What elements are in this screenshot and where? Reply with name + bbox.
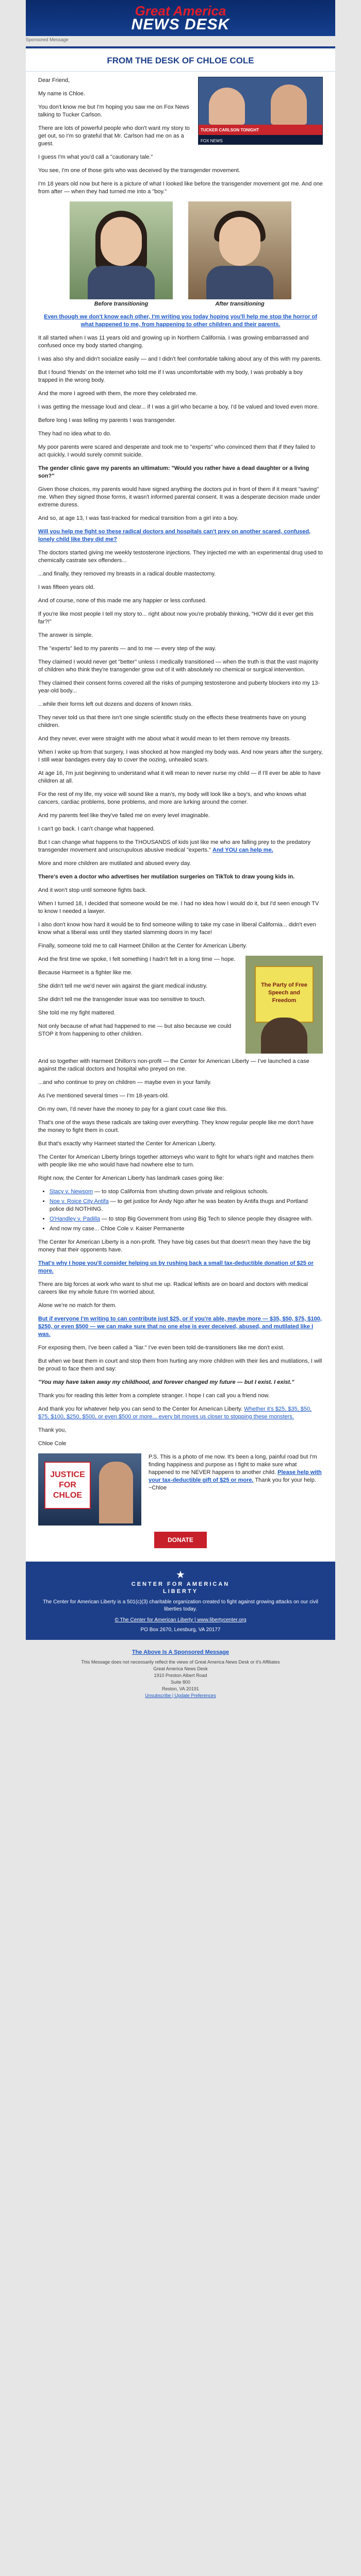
- list-item: [50, 1198, 323, 1213]
- case-list: [38, 1188, 323, 1233]
- person-silhouette: [99, 1462, 133, 1523]
- paragraph: ...and finally, they removed my breasts in a radical double mastectomy.: [38, 571, 216, 577]
- case-link[interactable]: Stacy v. Newsom: [50, 1189, 93, 1195]
- paragraph: For the rest of my life, my voice will sound like a man's, my body will look like a boy's, and who knows what cancers, cardiac problems, bone problems, and more are lurking around the corner.: [38, 791, 306, 805]
- list-item: [50, 1188, 323, 1196]
- paragraph: At age 16, I'm just beginning to understand what it will mean to never nurse my child — if I'll ever be able to have children at all.: [38, 770, 321, 784]
- paragraph: If you're like most people I tell my story to... right about now you're probably thinking, "HOW did it ever get this far?!": [38, 611, 314, 625]
- paragraph: More and more children are mutilated and abused every day.: [38, 860, 191, 867]
- paragraph: And they never, ever were straight with me about what it would mean to let them remove my breasts.: [38, 736, 291, 742]
- donate-button[interactable]: DONATE: [154, 1532, 207, 1548]
- cta-link-5[interactable]: But if everyone I'm writing to can contribute just $25, or if you're able, maybe more — $35, $50, $75, $100, $250, or even $500 — we can make sure that no one else is ever deceived, abused, and mutilated like I was.: [38, 1316, 322, 1337]
- paragraph: My poor parents were scared and desperate and took me to "experts" who convinced them that if they failed to act quickly, I would surely commit suicide.: [38, 444, 316, 458]
- tv-footer: FOX NEWS: [199, 135, 322, 144]
- person-silhouette: [209, 88, 245, 125]
- before-photo: [70, 201, 173, 299]
- paragraph: On my own, I'd never have the money to pay for a giant court case like this.: [38, 1106, 227, 1112]
- star-icon: ★: [176, 1569, 185, 1581]
- footer-description: The Center for American Liberty is a 501(c)(3) charitable organization created to fight against growing attacks on our civil liberties today.: [43, 1599, 318, 1612]
- paragraph: It all started when I was 11 years old and growing up in Northern California. I was growing embarrassed and confused once my body started changing.: [38, 335, 309, 349]
- paragraph-bold: The gender clinic gave my parents an ultimatum: "Would you rather have a dead daughter or a living son?": [38, 465, 309, 479]
- paragraph: I guess I'm what you'd call a "cautionary tale.": [38, 154, 153, 160]
- paragraph: They claimed I would never get "better" unless I medically transitioned — when the truth is that the vast majority of children who think they're transgender grow out of it with absolutely no chemical or surgical intervention.: [38, 659, 319, 673]
- tv-interview-image: [198, 77, 323, 145]
- paragraph: ...and who continue to prey on children — maybe even in your family.: [38, 1079, 212, 1086]
- cta-link-3[interactable]: And YOU can help me.: [212, 847, 273, 853]
- logo-line2: LIBERTY: [162, 1588, 199, 1595]
- paragraph: Finally, someone told me to call Harmeet Dhillon at the Center for American Liberty.: [38, 943, 247, 949]
- paragraph: Thank you for reading this letter from a complete stranger. I hope I can call you a friend now.: [38, 1393, 270, 1399]
- paragraph: That's one of the ways these radicals are taking over everything. They know regular people like me don't have the money to fight them in court.: [38, 1120, 314, 1133]
- paragraph: Before long I was telling my parents I was transgender.: [38, 417, 176, 423]
- tv-banner: TUCKER CARLSON TONIGHT: [199, 125, 322, 135]
- case-desc: — to stop California from shutting down private and religious schools.: [93, 1189, 269, 1195]
- paragraph: You see, I'm one of those girls who was deceived by the transgender movement.: [38, 167, 240, 174]
- unsubscribe-link[interactable]: Unsubscribe | Update Preferences: [145, 1693, 216, 1698]
- case-desc: And now my case... Chloe Cole v. Kaiser Permanente: [50, 1226, 185, 1232]
- paragraph: And the more I agreed with them, the more they celebrated me.: [38, 391, 198, 397]
- before-after-photos: [38, 201, 323, 299]
- paragraph: And so, at age 13, I was fast-tracked for medical transition from a girl into a boy.: [38, 515, 239, 521]
- paragraph: Right now, the Center for American Liberty has landmark cases going like:: [38, 1175, 224, 1181]
- rally-sign: The Party of Free Speech and Freedom: [255, 966, 314, 1023]
- person-silhouette: [261, 1018, 307, 1054]
- paragraph-text: But I can change what happens to the THOUSANDS of kids just like me who are falling prey to the predatory transgender movement and unscrupulous abusive medical "experts.": [38, 839, 311, 853]
- ps-section: [38, 1453, 323, 1526]
- paragraph: But when we beat them in court and stop them from hurting any more children with their lies and mutilations, I will be proud to face them and say:: [38, 1358, 322, 1372]
- paragraph: But that's exactly why Harmeet started the Center for American Liberty.: [38, 1141, 216, 1147]
- case-link[interactable]: Noe v. Roice City Antifa: [50, 1198, 109, 1205]
- paragraph: But I found 'friends' on the internet who told me if I was uncomfortable with my body, I was probably a boy trapped in the wrong body.: [38, 369, 303, 383]
- paragraph: They claimed their consent forms covered all the risks of pumping testosterone and puberty blockers into my 13-year-old body...: [38, 680, 320, 694]
- paragraph: And of course, none of this made me any happier or less confused.: [38, 598, 207, 604]
- paragraph: And so together with Harmeet Dhillon's non-profit — the Center for American Liberty — I've launched a case against the radical doctors and hospital who preyed on me.: [38, 1058, 309, 1072]
- paragraph: They had no idea what to do.: [38, 431, 111, 437]
- face-shape: [101, 217, 142, 266]
- rally-photo: [245, 956, 323, 1054]
- disclaimer-heading: The Above Is A Sponsored Message: [132, 1649, 229, 1655]
- paragraph: The Center for American Liberty brings together attorneys who want to fight for what's right and matches them with people like me who would have had nowhere else to turn.: [38, 1154, 314, 1168]
- paragraph: I can't go back. I can't change what happened.: [38, 826, 155, 832]
- ps-text: [149, 1453, 323, 1492]
- paragraph: And my parents feel like they've failed me on every level imaginable.: [38, 812, 210, 819]
- paragraph: And the first time we spoke, I felt something I hadn't felt in a long time — hope.: [38, 956, 236, 962]
- paragraph: ...while their forms left out dozens and dozens of known risks.: [38, 701, 193, 707]
- ps-link[interactable]: Please help with your tax-deductible gift of $25 or more.: [149, 1469, 322, 1483]
- logo-line1: CENTER FOR AMERICAN: [131, 1581, 230, 1587]
- after-photo: [188, 201, 291, 299]
- ps-end: Thank you for your help. ~Chloe: [149, 1477, 317, 1491]
- masthead-line2: NEWS DESK: [131, 16, 230, 33]
- quote: "You may have taken away my childhood, and forever changed my future — but I exist. I exist.": [38, 1379, 294, 1385]
- paragraph: My name is Chloe.: [38, 91, 86, 97]
- cta-link-1[interactable]: Even though we don't know each other, I'm writing you today hoping you'll help me stop the horror of what happened to me, from happening to other children and their parents.: [44, 314, 317, 328]
- intro-text: [38, 77, 193, 154]
- paragraph: You don't know me but I'm hoping you saw me on Fox News talking to Tucker Carlson.: [38, 104, 190, 118]
- paragraph: When I turned 18, I decided that someone would be me. I had no idea how I would do it, but I'd seen enough TV to know I needed a lawyer.: [38, 901, 319, 914]
- person-silhouette: [271, 84, 307, 125]
- paragraph: When I woke up from that surgery, I was shocked at how mangled my body was. And now years after the surgery, I still wear bandages every day to cover the oozing, unhealed scars.: [38, 749, 323, 763]
- paragraph: There are lots of powerful people who don't want my story to get out, so I'm so grateful that Mr. Carlson had me on as a guest.: [38, 125, 190, 147]
- paragraph: Thank you,: [38, 1427, 67, 1433]
- footer-address: PO Box 2670, Leesburg, VA 20177: [140, 1627, 221, 1633]
- case-desc: — to stop Big Government from using Big Tech to silence people they disagree with.: [100, 1216, 313, 1222]
- paragraph: [38, 1405, 323, 1421]
- disclaimer-line: Suite 800: [170, 1680, 191, 1685]
- disclaimer: [26, 1640, 335, 1704]
- paragraph: Given those choices, my parents would have signed anything the doctors put in front of them if it meant "saving" me. When they signed those forms, it wasn't informed parental consent. It was a desperate decision made under extreme duress.: [38, 486, 320, 508]
- intro-row: [38, 77, 323, 154]
- list-item: [50, 1215, 323, 1223]
- letter-title: FROM THE DESK OF CHLOE COLE: [26, 48, 335, 72]
- paragraph: For exposing them, I've been called a "liar." I've even been told de-transitioners like me don't exist.: [38, 1345, 285, 1351]
- paragraph: They never told us that there isn't one single scientific study on the effects these treatments have on young children.: [38, 715, 306, 728]
- paragraph: As I've mentioned several times — I'm 18-years-old.: [38, 1093, 169, 1099]
- cta-link-6[interactable]: Whether it's $25, $35, $50, $75, $100, $250, $500, or even $500 or more... every bit moves us closer to stopping these monsters.: [38, 1406, 312, 1420]
- sponsored-label: Sponsored Message: [26, 37, 69, 42]
- paragraph: I'm 18 years old now but here is a picture of what I looked like before the transgender movement got me. And one from after — when they had turned me into a "boy.": [38, 181, 323, 195]
- torso-shape: [206, 266, 273, 299]
- footer-link[interactable]: © The Center for American Liberty | www.libertycenter.org: [114, 1617, 247, 1623]
- disclaimer-line: Reston, VA 20191: [162, 1686, 199, 1691]
- paragraph: And it won't stop until someone fights back.: [38, 887, 147, 893]
- disclaimer-line: Great America News Desk: [153, 1666, 208, 1671]
- paragraph: She didn't tell me the transgender issue was too sensitive to touch.: [38, 996, 206, 1003]
- paragraph: Because Harmeet is a fighter like me.: [38, 970, 133, 976]
- justice-sign: JUSTICE FOR CHLOE: [44, 1462, 91, 1509]
- letter-card: [26, 46, 335, 1562]
- paragraph: She told me my fight mattered.: [38, 1010, 116, 1016]
- paragraph-bold: There's even a doctor who advertises her mutilation surgeries on TikTok to draw young kids in.: [38, 874, 295, 880]
- donate-wrap: [38, 1532, 323, 1548]
- ps-photo: [38, 1453, 141, 1526]
- face-shape: [219, 217, 260, 266]
- paragraph: I was getting the message loud and clear... if I was a girl who became a boy, I'd be valued and loved even more.: [38, 404, 319, 410]
- letter-body: [26, 72, 335, 1562]
- cta-link-4[interactable]: That's why I hope you'll consider helping us by rushing back a small tax-deductible donation of $25 or more.: [38, 1260, 314, 1274]
- paragraph: I was fifteen years old.: [38, 584, 95, 590]
- ps-body: P.S. This is a photo of me now. It's been a long, painful road but I'm finding happiness and purpose as I fight to make sure what happened to me NEVER happens to another child.: [149, 1454, 317, 1476]
- disclaimer-line: 1910 Preston Albert Road: [154, 1673, 207, 1678]
- list-item: [50, 1225, 323, 1233]
- org-logo: [36, 1570, 325, 1595]
- masthead-line1: Great America: [135, 3, 226, 19]
- case-link[interactable]: O'Handley v. Padilla: [50, 1216, 100, 1222]
- torso-shape: [88, 266, 155, 299]
- paragraph: I was also shy and didn't socialize easily — and I didn't feel comfortable talking about any of this with my parents.: [38, 356, 322, 362]
- cta-link-2[interactable]: Will you help me fight so these radical doctors and hospitals can't prey on another scared, confused, lonely child like they did me?: [38, 529, 311, 543]
- caption-after: After transitioning: [215, 301, 265, 307]
- paragraph: Alone we're no match for them.: [38, 1302, 117, 1309]
- paragraph: Not only because of what had happened to me — but also because we could STOP it from happening to other children.: [38, 1023, 232, 1037]
- paragraph: She didn't tell me we'd never win against the giant medical industry.: [38, 983, 208, 989]
- case-desc: — to get justice for Andy Ngo after he was beaten by Antifa thugs and Portland police did NOTHING.: [50, 1198, 308, 1212]
- paragraph: The doctors started giving me weekly testosterone injections. They injected me with an experimental drug used to chemically castrate sex offenders...: [38, 550, 323, 564]
- photo-captions: [38, 300, 323, 308]
- disclaimer-line: This Message does not necessarily reflect the views of Great America News Desk or it's Affiliates: [81, 1659, 280, 1665]
- paragraph: [38, 839, 323, 854]
- paragraph-text: And thank you for whatever help you can send to the Center for American Liberty.: [38, 1406, 243, 1412]
- footer: [26, 1562, 335, 1640]
- paragraph: The "experts" lied to my parents — and to me — every step of the way.: [38, 646, 217, 652]
- caption-before: Before transitioning: [94, 301, 149, 307]
- greeting: Dear Friend,: [38, 77, 70, 83]
- footer-links: [36, 1617, 325, 1623]
- paragraph: I also don't know how hard it would be to find someone willing to take my case in liberal California... didn't even know what a liberal was until they started slamming doors in my face!: [38, 922, 316, 936]
- paragraph: There are big forces at work who want to shut me up. Radical leftists are on board and doctors with medical careers like my whole future I'm worried about.: [38, 1281, 308, 1295]
- signature: Chloe Cole: [38, 1440, 67, 1447]
- masthead-banner: [26, 0, 335, 36]
- paragraph: The Center for American Liberty is a non-profit. They have big cases but that doesn't mean they have the big money that their opponents have.: [38, 1239, 310, 1253]
- paragraph: The answer is simple.: [38, 632, 93, 638]
